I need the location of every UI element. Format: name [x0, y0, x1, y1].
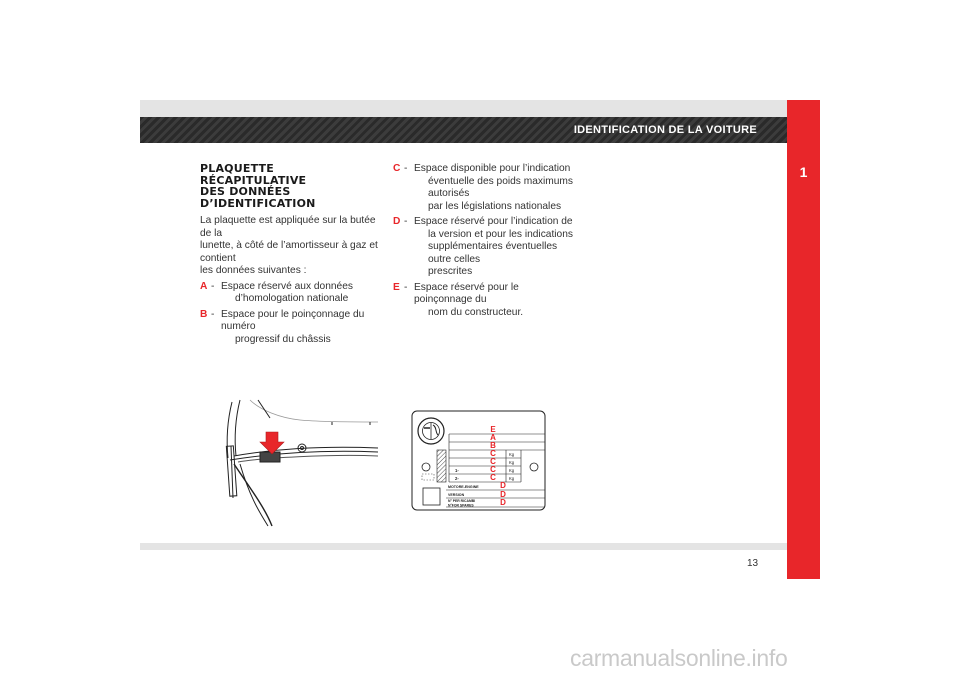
plate-unit-kg: Kg: [509, 468, 515, 473]
plate-motore-label: MOTORE-ENGINE: [448, 485, 479, 489]
section-title: [200, 163, 380, 209]
item-letter: A: [200, 280, 208, 292]
rivet-hole: [422, 463, 430, 471]
item-text-line: Espace réservé pour le poinçonnage du: [414, 281, 519, 305]
list-item-d: [393, 216, 573, 279]
plate-label-c: C: [490, 457, 496, 466]
item-text-line: Espace disponible pour l’indication: [414, 163, 571, 174]
plate-unit-kg: Kg: [509, 452, 515, 457]
item-letter: D: [393, 216, 401, 227]
intro-line: les données suivantes :: [200, 265, 307, 276]
header-bar: [140, 117, 787, 143]
intro-line: La plaquette est appliquée sur la butée de la: [200, 215, 376, 239]
plate-unit-kg: Kg: [509, 460, 515, 465]
identification-plate-diagram: [411, 410, 546, 511]
watermark: carmanualsonline.info: [570, 645, 788, 671]
section-title-line: PLAQUETTE: [200, 162, 274, 175]
plate-axle-2: 2-: [455, 476, 459, 481]
plate-axle-1: 1-: [455, 468, 459, 473]
rivet-hole: [530, 463, 538, 471]
item-dash: -: [211, 308, 215, 320]
bottom-band: [140, 543, 787, 550]
plate-label-c: C: [490, 465, 496, 474]
plate-label-d: D: [500, 490, 506, 499]
item-text-line: Espace réservé pour l’indication de: [414, 216, 573, 227]
item-text-line: la version et pour les indications: [428, 228, 573, 240]
left-column: [200, 163, 380, 349]
intro-line: lunette, à côté de l’amortisseur à gaz et contient: [200, 240, 378, 264]
list-item-e: [393, 282, 573, 320]
hatched-area: [437, 450, 446, 482]
section-title-line: DES DONNÉES: [200, 185, 291, 198]
list-item-c: [393, 163, 573, 213]
plate-spares-label: N°FOR SPARES: [448, 503, 474, 508]
list-item-b: [200, 309, 380, 347]
item-dash: -: [404, 163, 408, 174]
item-letter: C: [393, 163, 401, 174]
plate-unit-kg: Kg: [509, 476, 515, 481]
plate-label-c: C: [490, 473, 496, 482]
section-title-line: D’IDENTIFICATION: [200, 196, 316, 210]
item-letter: B: [200, 308, 208, 320]
plate-ricambi-label: N° PER RICAMBI: [448, 499, 476, 503]
chapter-tab: [787, 100, 820, 579]
chapter-number: 1: [799, 164, 808, 180]
item-dash: -: [404, 216, 408, 227]
section-title-line: RÉCAPITULATIVE: [200, 173, 307, 187]
item-text-line: supplémentaires éventuelles outre celles: [428, 241, 558, 265]
top-band: [140, 100, 787, 117]
page-number: 13: [747, 558, 759, 569]
item-letter: E: [393, 281, 400, 293]
item-dash: -: [404, 281, 408, 293]
item-text-line: éventuelle des poids maximums autorisés: [428, 175, 573, 199]
plate-label-a: A: [490, 433, 496, 442]
plate-label-c: C: [490, 449, 496, 458]
item-text-line: prescrites: [428, 266, 473, 277]
arrow-down-icon: [260, 432, 284, 454]
item-text-line: Espace pour le poinçonnage du numéro: [221, 308, 365, 332]
item-text-line: Espace réservé aux données: [221, 280, 353, 292]
plate-label-e: E: [490, 425, 496, 434]
id-plate-location: [260, 452, 280, 462]
item-text-line: d’homologation nationale: [235, 293, 349, 304]
item-text-line: nom du constructeur.: [428, 306, 524, 318]
list-item-a: [200, 281, 380, 306]
plate-label-d: D: [500, 481, 506, 490]
middle-column: [393, 163, 573, 322]
header-title: IDENTIFICATION DE LA VOITURE: [573, 124, 757, 136]
item-text-line: progressif du châssis: [235, 333, 331, 345]
item-text-line: par les législations nationales: [428, 200, 562, 212]
rear-window-illustration: [220, 398, 378, 528]
plate-label-b: B: [490, 441, 496, 450]
item-dash: -: [211, 280, 215, 292]
intro-paragraph: [200, 215, 380, 278]
plate-version-label: VERSION: [448, 493, 465, 497]
alfa-romeo-logo: [418, 418, 444, 444]
plate-label-d: D: [500, 498, 506, 507]
